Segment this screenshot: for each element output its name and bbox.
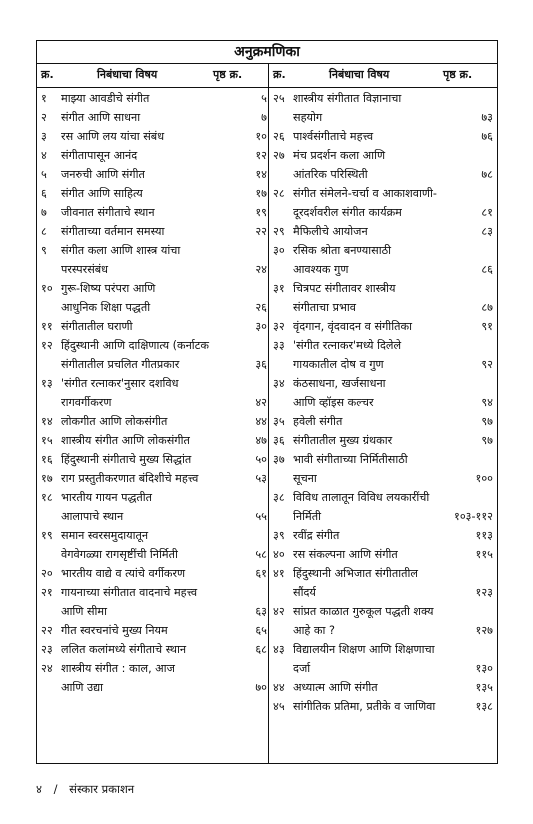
entry-title: भारतीय गायन पद्धतीत xyxy=(61,491,153,504)
entry-title: मैफिलीचे आयोजन xyxy=(293,225,368,238)
entry-page: ५० xyxy=(255,453,267,466)
entry-title: माझ्या आवडीचे संगीत xyxy=(61,92,150,105)
toc-entry xyxy=(41,431,271,450)
entry-title: सांगीतिक प्रतिमा, प्रतीके व जाणिवा xyxy=(293,700,436,713)
entry-line xyxy=(273,298,497,317)
toc-entry xyxy=(273,279,497,317)
entry-line xyxy=(41,222,271,241)
entry-number: ४३ xyxy=(273,643,285,656)
entry-page: ९७ xyxy=(481,415,493,428)
entry-title: गीत स्वरचनांचे मुख्य नियम xyxy=(61,624,168,637)
entry-number: १३ xyxy=(41,377,53,390)
toc-entry xyxy=(273,678,497,697)
entry-line xyxy=(273,374,497,393)
entry-line xyxy=(273,317,497,336)
toc-entry xyxy=(41,412,271,431)
toc-entry xyxy=(41,165,271,184)
entry-number: १८ xyxy=(41,491,53,504)
toc-entry xyxy=(41,127,271,146)
entry-title: समान स्वरसमुदायातून xyxy=(61,529,149,542)
entry-number: १२ xyxy=(41,339,53,352)
entry-title: हवेली संगीत xyxy=(293,415,343,428)
header-num-left: क्र. xyxy=(41,68,54,81)
entry-line xyxy=(41,659,271,678)
entry-number: २१ xyxy=(41,586,53,599)
entry-line xyxy=(41,488,271,507)
entry-title: रस संकल्पना आणि संगीत xyxy=(293,548,398,561)
toc-entry xyxy=(41,488,271,526)
entry-page: ७६ xyxy=(481,130,493,143)
entry-title: जीवनात संगीताचे स्थान xyxy=(61,206,155,219)
entry-page: १७ xyxy=(255,187,267,200)
toc-entry xyxy=(273,545,497,564)
entry-title: पार्श्वसंगीताचे महत्त्व xyxy=(293,130,374,143)
entry-line xyxy=(273,431,497,450)
entry-number: ३१ xyxy=(273,282,285,295)
entry-number: १७ xyxy=(41,472,53,485)
entry-line xyxy=(41,203,271,222)
entry-line xyxy=(273,260,497,279)
entry-line xyxy=(273,450,497,469)
entry-title: आणि व्हॉइस कल्चर xyxy=(293,396,374,409)
entry-number: ३ xyxy=(41,130,47,143)
entry-number: २५ xyxy=(273,92,285,105)
toc-entry xyxy=(273,412,497,431)
entry-number: १५ xyxy=(41,434,53,447)
entry-title: आलापाचे स्थान xyxy=(61,510,124,523)
footer-publisher: संस्कार प्रकाशन xyxy=(69,782,135,796)
entry-line xyxy=(41,279,271,298)
entry-line xyxy=(273,678,497,697)
entry-number: २० xyxy=(41,567,53,580)
entry-line xyxy=(41,450,271,469)
entry-title: राग प्रस्तुतीकरणात बंदिशीचे महत्त्व xyxy=(61,472,199,485)
entry-number: ५ xyxy=(41,168,47,181)
entry-line xyxy=(273,146,497,165)
entry-number: २६ xyxy=(273,130,285,143)
toc-entry xyxy=(273,89,497,127)
entry-page: ९७ xyxy=(481,434,493,447)
entry-title: हिंदुस्थानी अभिजात संगीतातील xyxy=(293,567,418,580)
entry-page: ४७ xyxy=(255,434,267,447)
entry-title: दूरदर्शवरील संगीत कार्यक्रम xyxy=(293,206,402,219)
entry-line xyxy=(273,279,497,298)
entry-page: १३५ xyxy=(475,681,493,694)
toc-entry xyxy=(41,203,271,222)
entry-line xyxy=(41,469,271,488)
entry-line xyxy=(273,222,497,241)
entry-line xyxy=(41,526,271,545)
entry-title: शास्त्रीय संगीत : काल, आज xyxy=(61,662,175,675)
header-page-left: पृष्ठ क्र. xyxy=(213,68,243,81)
entry-title: कंठसाधना, खर्जसाधना xyxy=(293,377,386,390)
entry-title: वेगवेगळ्या रागसृष्टींची निर्मिती xyxy=(61,548,178,561)
entry-title: हिंदुस्थानी आणि दाक्षिणात्य (कर्नाटक xyxy=(61,339,209,352)
entry-line xyxy=(273,621,497,640)
entry-line xyxy=(41,393,271,412)
entry-title: गायकातील दोष व गुण xyxy=(293,358,384,371)
entry-number: १६ xyxy=(41,453,53,466)
footer-separator: / xyxy=(53,782,58,796)
entry-line xyxy=(273,89,497,108)
entry-title: अध्यात्म आणि संगीत xyxy=(293,681,378,694)
entry-page: ७८ xyxy=(481,168,493,181)
entry-number: २३ xyxy=(41,643,53,656)
entry-page: ५ xyxy=(261,92,267,105)
entry-page: ८७ xyxy=(481,301,493,314)
toc-entry xyxy=(273,222,497,241)
entry-title: सहयोग xyxy=(293,111,323,124)
toc-entry xyxy=(273,488,497,526)
header-num-right: क्र. xyxy=(273,68,286,81)
entry-line xyxy=(41,317,271,336)
entry-number: ४२ xyxy=(273,605,285,618)
entry-line xyxy=(41,241,271,260)
entry-line xyxy=(41,621,271,640)
toc-entry xyxy=(41,89,271,108)
toc-entry xyxy=(273,450,497,488)
toc-entry xyxy=(41,469,271,488)
entry-title: मंच प्रदर्शन कला आणि xyxy=(293,149,386,162)
toc-table xyxy=(36,40,498,764)
entry-number: ३३ xyxy=(273,339,285,352)
entry-title: हिंदुस्थानी संगीताचे मुख्य सिद्धांत xyxy=(61,453,192,466)
entry-line xyxy=(273,108,497,127)
entry-page: २२ xyxy=(255,225,267,238)
entry-number: ३६ xyxy=(273,434,285,447)
entry-page: ९४ xyxy=(481,396,493,409)
entry-number: ४५ xyxy=(273,700,285,713)
title-divider xyxy=(37,63,497,64)
entry-page: २४ xyxy=(255,263,267,276)
entry-number: १० xyxy=(41,282,53,295)
toc-entry xyxy=(273,241,497,279)
entry-title: गुरू-शिष्य परंपरा आणि xyxy=(61,282,156,295)
toc-entry xyxy=(273,564,497,602)
entry-number: १९ xyxy=(41,529,53,542)
entry-line xyxy=(41,108,271,127)
entry-line xyxy=(273,488,497,507)
entry-title: विविध तालातून विविध लयकारींची xyxy=(293,491,430,504)
entry-title: आवश्यक गुण xyxy=(293,263,349,276)
entry-page: ९२ xyxy=(481,358,493,371)
entry-page: १२ xyxy=(255,149,267,162)
toc-entry xyxy=(41,659,271,697)
entry-title: रवींद्र संगीत xyxy=(293,529,340,542)
toc-entry xyxy=(273,602,497,640)
entry-title: संगीतातील घराणी xyxy=(61,320,133,333)
entry-number: ३० xyxy=(273,244,285,257)
entry-line xyxy=(273,355,497,374)
entry-line xyxy=(41,336,271,355)
entry-line xyxy=(273,203,497,222)
entry-number: ७ xyxy=(41,206,47,219)
entry-title: भारतीय वाद्ये व त्यांचे वर्गीकरण xyxy=(61,567,186,580)
entry-title: संगीतापासून आनंद xyxy=(61,149,138,162)
entry-line xyxy=(41,431,271,450)
entry-page: ५५ xyxy=(255,510,267,523)
entry-title: संगीताचा प्रभाव xyxy=(293,301,356,314)
entry-line xyxy=(273,241,497,260)
entry-number: ४ xyxy=(41,149,47,162)
entry-number: ३७ xyxy=(273,453,285,466)
entry-title: रसिक श्रोता बनण्यासाठी xyxy=(293,244,391,257)
entry-number: ११ xyxy=(41,320,53,333)
entry-title: आहे का ? xyxy=(293,624,335,637)
entry-line xyxy=(41,355,271,374)
entry-page: ४४ xyxy=(255,415,267,428)
entry-page: ६१ xyxy=(255,567,267,580)
entry-title: जनरुची आणि संगीत xyxy=(61,168,145,181)
toc-entry xyxy=(273,146,497,184)
entry-line xyxy=(41,165,271,184)
entry-title: दर्जा xyxy=(293,662,311,675)
entry-line xyxy=(41,260,271,279)
entry-line xyxy=(273,507,497,526)
toc-entry xyxy=(41,108,271,127)
entry-title: विद्यालयीन शिक्षण आणि शिक्षणाचा xyxy=(293,643,435,656)
toc-entry xyxy=(41,526,271,564)
entry-title: आणि सीमा xyxy=(61,605,108,618)
entry-title: संगीताच्या वर्तमान समस्या xyxy=(61,225,165,238)
entry-page: ७ xyxy=(261,111,267,124)
entry-title: शास्त्रीय संगीत आणि लोकसंगीत xyxy=(61,434,190,447)
entry-page: १०० xyxy=(475,472,493,485)
entry-page: ७० xyxy=(255,681,267,694)
toc-entry xyxy=(41,450,271,469)
entry-number: २७ xyxy=(273,149,285,162)
entry-page: ६८ xyxy=(255,643,267,656)
entry-number: ३८ xyxy=(273,491,285,504)
entry-number: २४ xyxy=(41,662,53,675)
entry-line xyxy=(41,127,271,146)
page-footer xyxy=(36,782,142,797)
entry-line xyxy=(273,545,497,564)
entry-title: संगीत आणि साहित्य xyxy=(61,187,143,200)
entry-title: आधुनिक शिक्षा पद्धती xyxy=(61,301,151,314)
entry-title: रागवर्गीकरण xyxy=(61,396,112,409)
entry-page: १३८ xyxy=(475,700,493,713)
entry-title: सौंदर्य xyxy=(293,586,316,599)
entry-number: ४१ xyxy=(273,567,285,580)
entry-title: आंतरिक परिस्थिती xyxy=(293,168,368,181)
toc-entry xyxy=(41,564,271,583)
entry-line xyxy=(41,564,271,583)
entry-title: संगीतातील प्रचलित गीतप्रकार xyxy=(61,358,180,371)
entry-title: सूचना xyxy=(293,472,317,485)
entry-title: लोकगीत आणि लोकसंगीत xyxy=(61,415,168,428)
entry-title: संगीत संमेलने-चर्चा व आकाशवाणी- xyxy=(293,187,437,200)
entry-number: ९ xyxy=(41,244,47,257)
entry-line xyxy=(273,526,497,545)
entry-line xyxy=(41,640,271,659)
toc-entry xyxy=(41,222,271,241)
entry-page: ६३ xyxy=(255,605,267,618)
entry-page: ४२ xyxy=(255,396,267,409)
toc-entry xyxy=(273,526,497,545)
entry-number: ४४ xyxy=(273,681,285,694)
entry-page: १२३ xyxy=(475,586,493,599)
entry-number: ३२ xyxy=(273,320,285,333)
toc-entry xyxy=(41,621,271,640)
toc-entry xyxy=(41,241,271,279)
entry-title: ललित कलांमध्ये संगीताचे स्थान xyxy=(61,643,187,656)
entry-number: १४ xyxy=(41,415,53,428)
entry-line xyxy=(41,298,271,317)
entry-title: संगीत आणि साधना xyxy=(61,111,141,124)
toc-entry xyxy=(273,184,497,222)
entry-title: 'संगीत रत्नाकर'मध्ये दिलेले xyxy=(293,339,402,352)
entry-line xyxy=(41,184,271,203)
entry-number: ४० xyxy=(273,548,285,561)
entry-line xyxy=(41,507,271,526)
entry-line xyxy=(41,545,271,564)
entry-page: १०३-११२ xyxy=(454,510,493,523)
entry-line xyxy=(273,393,497,412)
entry-page: ५८ xyxy=(255,548,267,561)
toc-entry xyxy=(41,146,271,165)
entry-title: भावी संगीताच्या निर्मितीसाठी xyxy=(293,453,408,466)
header-divider xyxy=(37,87,497,88)
toc-entry xyxy=(273,431,497,450)
entry-page: ८३ xyxy=(481,225,493,238)
toc-entry xyxy=(273,374,497,412)
entry-page: ८१ xyxy=(481,206,493,219)
entry-number: २२ xyxy=(41,624,53,637)
entry-page: १२७ xyxy=(475,624,493,637)
entry-line xyxy=(273,469,497,488)
header-page-right: पृष्ठ क्र. xyxy=(443,68,473,81)
entry-page: १० xyxy=(255,130,267,143)
entry-title: चित्रपट संगीतावर शास्त्रीय xyxy=(293,282,396,295)
entry-line xyxy=(41,583,271,602)
entry-number: २९ xyxy=(273,225,285,238)
toc-entry xyxy=(41,184,271,203)
entry-title: शास्त्रीय संगीतात विज्ञानाचा xyxy=(293,92,402,105)
entry-line xyxy=(273,640,497,659)
entry-line xyxy=(273,602,497,621)
entry-line xyxy=(273,583,497,602)
entry-number: २८ xyxy=(273,187,285,200)
entry-line xyxy=(273,659,497,678)
entry-number: ३९ xyxy=(273,529,285,542)
entry-title: परस्परसंबंध xyxy=(61,263,109,276)
entry-page: ७३ xyxy=(481,111,493,124)
toc-entry xyxy=(273,640,497,678)
entry-page: ६५ xyxy=(255,624,267,637)
entry-number: २ xyxy=(41,111,47,124)
entry-line xyxy=(41,602,271,621)
entry-page: ५३ xyxy=(255,472,267,485)
entry-page: ११५ xyxy=(475,548,493,561)
entry-number: १ xyxy=(41,92,47,105)
entry-title: वृंदगान, वृंदवादन व संगीतिका xyxy=(293,320,412,333)
entry-title: 'संगीत रत्नाकर'नुसार दशविध xyxy=(61,377,179,390)
entry-page: ३० xyxy=(255,320,267,333)
entry-title: सांप्रत काळात गुरुकूल पद्धती शक्य xyxy=(293,605,434,618)
entry-line xyxy=(273,697,497,716)
toc-title: अनुक्रमणिका xyxy=(234,44,300,60)
entry-line xyxy=(41,678,271,697)
entry-line xyxy=(41,374,271,393)
entry-page: १३० xyxy=(475,662,493,675)
header-topic-right: निबंधाचा विषय xyxy=(329,68,390,81)
toc-entry xyxy=(273,317,497,336)
header-topic-left: निबंधाचा विषय xyxy=(97,68,158,81)
entry-line xyxy=(273,412,497,431)
entry-number: ३५ xyxy=(273,415,285,428)
toc-entry xyxy=(41,374,271,412)
entry-line xyxy=(273,184,497,203)
footer-page-number: ४ xyxy=(36,782,42,796)
entry-line xyxy=(273,336,497,355)
toc-entry xyxy=(41,279,271,317)
entry-line xyxy=(273,165,497,184)
entry-number: ३४ xyxy=(273,377,285,390)
toc-entry xyxy=(273,336,497,374)
entry-title: रस आणि लय यांचा संबंध xyxy=(61,130,165,143)
entry-title: संगीतातील मुख्य ग्रंथकार xyxy=(293,434,393,447)
entry-line xyxy=(273,127,497,146)
entry-line xyxy=(41,412,271,431)
entry-page: १४ xyxy=(255,168,267,181)
toc-entry xyxy=(273,697,497,716)
entry-page: ३६ xyxy=(255,358,267,371)
entry-page: ८६ xyxy=(481,263,493,276)
entry-page: ११३ xyxy=(475,529,493,542)
entry-title: संगीत कला आणि शास्त्र यांचा xyxy=(61,244,181,257)
entry-page: ९१ xyxy=(481,320,493,333)
entry-number: ६ xyxy=(41,187,47,200)
entry-title: गायनाच्या संगीतात वादनाचे महत्त्व xyxy=(61,586,198,599)
entry-page: १९ xyxy=(255,206,267,219)
toc-entry xyxy=(41,640,271,659)
entry-page: २६ xyxy=(255,301,267,314)
entry-line xyxy=(41,146,271,165)
toc-entry xyxy=(41,583,271,621)
toc-entry xyxy=(41,317,271,336)
entry-number: ८ xyxy=(41,225,47,238)
toc-entry xyxy=(273,127,497,146)
entry-line xyxy=(41,89,271,108)
toc-entry xyxy=(41,336,271,374)
entry-line xyxy=(273,564,497,583)
entry-title: आणि उद्या xyxy=(61,681,104,694)
entry-title: निर्मिती xyxy=(293,510,321,523)
